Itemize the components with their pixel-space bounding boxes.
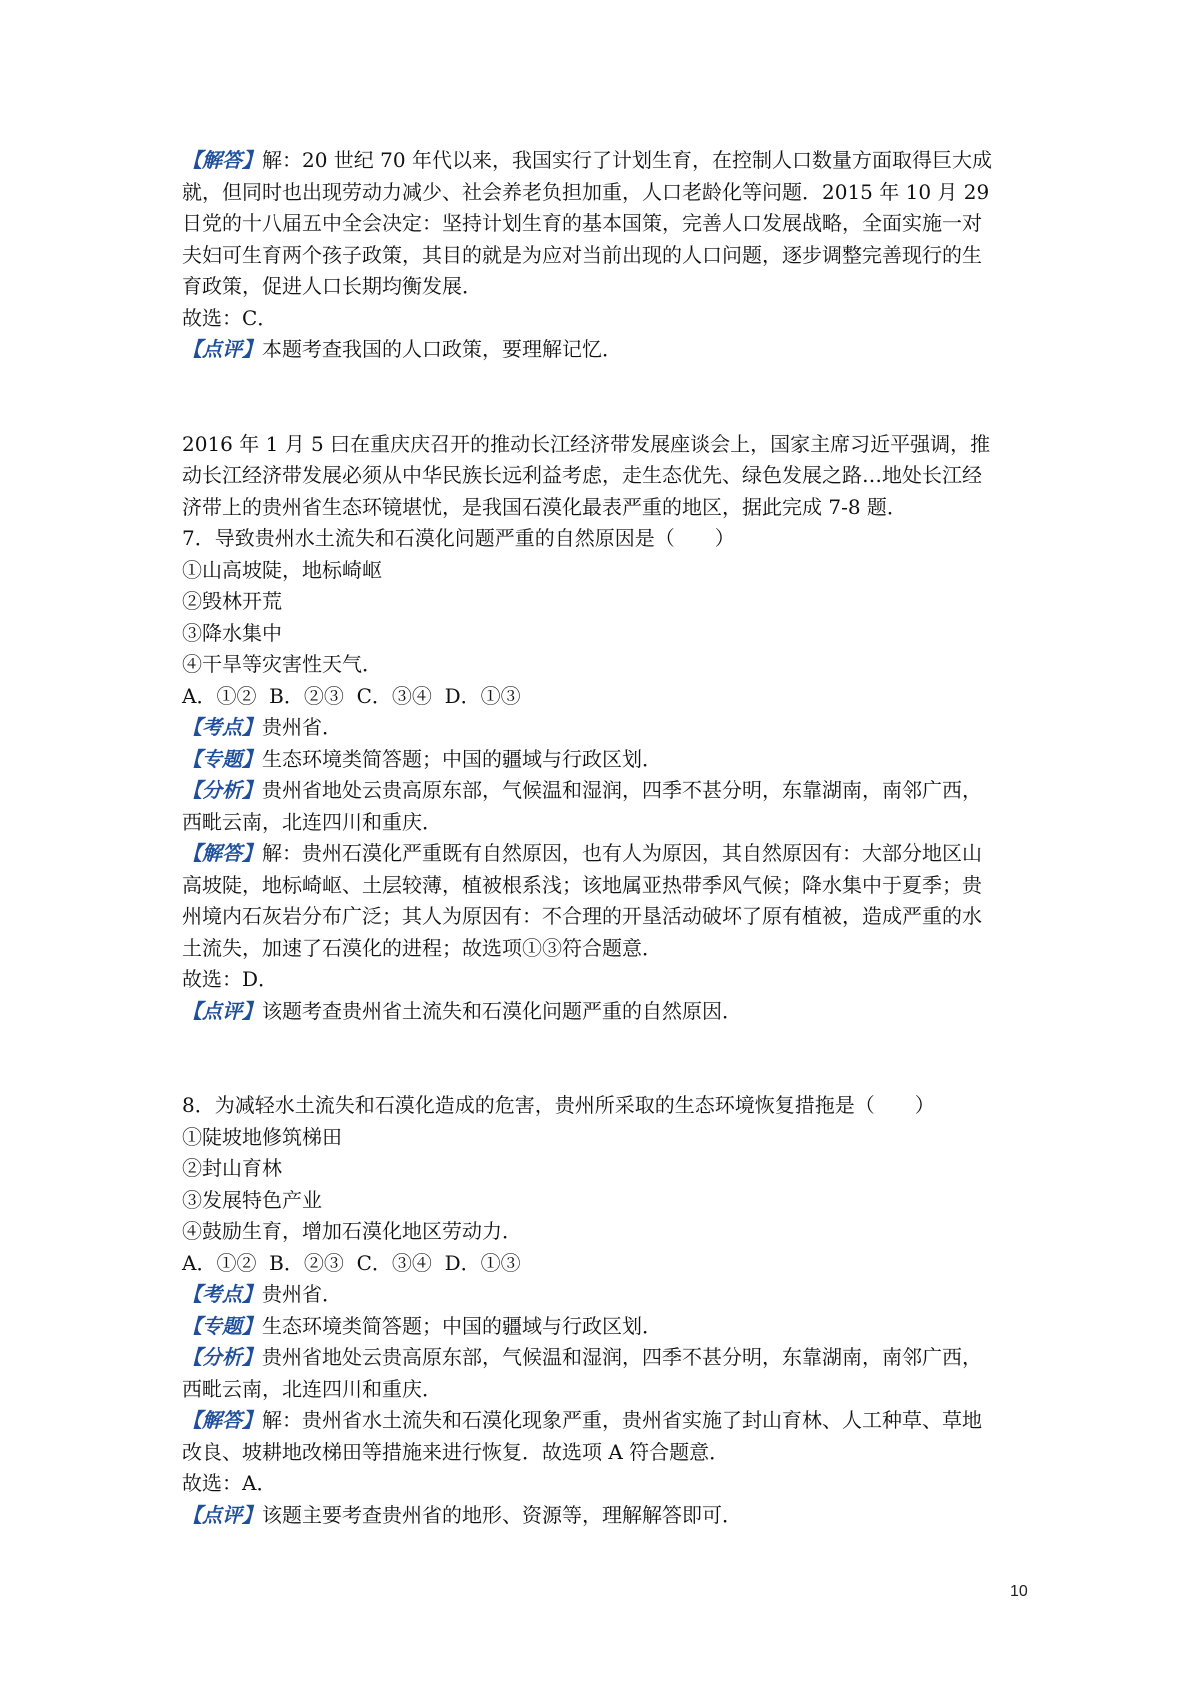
page-number: 10 bbox=[1010, 1583, 1028, 1600]
q8-options: A．①② B．②③ C．③④ D．①③ bbox=[182, 1250, 521, 1275]
kaodian-text: 贵州省． bbox=[262, 1282, 342, 1306]
q8-zhuanti bbox=[182, 1311, 1027, 1343]
q7-item: ④干旱等灾害性天气． bbox=[182, 652, 382, 676]
q7-jieda-cont: 土流失，加速了石漠化的进程；故选项①③符合题意． bbox=[182, 935, 662, 960]
answer-line: 育政策，促进人口长期均衡发展． bbox=[182, 274, 482, 298]
q8-kaodian bbox=[182, 1279, 1027, 1311]
zhuanti-text: 生态环境类简答题；中国的疆域与行政区划． bbox=[262, 1313, 662, 1338]
zhuanti-text: 生态环境类简答题；中国的疆域与行政区划． bbox=[262, 746, 662, 771]
kaodian-text: 贵州省． bbox=[262, 715, 342, 739]
answer-line: 就，但同时也出现劳动力减少、社会养老负担加重，人口老龄化等问题．2015 年 10 月 29 bbox=[182, 179, 990, 204]
intro-line: 2016 年 1 月 5 曰在重庆庆召开的推动长江经济带发展座谈会上，国家主席习近平强调，推 bbox=[182, 431, 991, 456]
q7-item: ①山高坡陡，地标崎岖 bbox=[182, 557, 382, 582]
dianping-tag: 【点评】 bbox=[182, 1502, 262, 1527]
answer-text: 解：20 世纪 70 年代以来，我国实行了计划生育，在控制人口数量方面取得巨大成 bbox=[262, 148, 992, 172]
comment-line bbox=[182, 334, 1027, 366]
choice-line: 故选：C． bbox=[182, 305, 278, 330]
q8-item: ①陡坡地修筑梯田 bbox=[182, 1124, 342, 1149]
jieda-text: 解：贵州石漠化严重既有自然原因，也有人为原因，其自然原因有：大部分地区山 bbox=[262, 841, 982, 865]
dianping-text: 该题考查贵州省土流失和石漠化问题严重的自然原因． bbox=[262, 998, 742, 1023]
answer-tag: 【解答】 bbox=[182, 148, 262, 172]
q8-jieda-cont: 改良、坡耕地改梯田等措施来进行恢复．故选项 A 符合题意． bbox=[182, 1439, 730, 1464]
answer-line bbox=[182, 145, 1027, 177]
q8-fenxi bbox=[182, 1342, 1027, 1374]
q8-item: ③发展特色产业 bbox=[182, 1187, 322, 1212]
q8-dianping bbox=[182, 1500, 1027, 1532]
q7-zhuanti bbox=[182, 744, 1027, 776]
dianping-tag: 【点评】 bbox=[182, 998, 262, 1023]
fenxi-tag: 【分析】 bbox=[182, 1345, 262, 1369]
q7-jieda bbox=[182, 838, 1027, 870]
kaodian-tag: 【考点】 bbox=[182, 1282, 262, 1306]
question-8-stem: 8．为减轻水土流失和石漠化造成的危害，贵州所采取的生态环境恢复措拖是（ ） bbox=[182, 1093, 935, 1117]
section-gap bbox=[182, 1027, 1027, 1090]
jieda-tag: 【解答】 bbox=[182, 1408, 262, 1432]
q8-jieda bbox=[182, 1405, 1027, 1437]
q7-fenxi bbox=[182, 775, 1027, 807]
comment-text: 本题考查我国的人口政策，要理解记忆． bbox=[262, 337, 622, 361]
q7-jieda-cont: 州境内石灰岩分布广泛；其人为原因有：不合理的开垦活动破坏了原有植被，造成严重的水 bbox=[182, 904, 982, 928]
q8-choice: 故选：A． bbox=[182, 1471, 277, 1495]
zhuanti-tag: 【专题】 bbox=[182, 746, 262, 771]
q7-dianping bbox=[182, 996, 1027, 1028]
comment-tag: 【点评】 bbox=[182, 337, 262, 361]
page-content bbox=[182, 145, 1027, 1531]
q7-item: ③降水集中 bbox=[182, 620, 282, 645]
q8-fenxi-cont: 西毗云南，北连四川和重庆． bbox=[182, 1376, 442, 1401]
zhuanti-tag: 【专题】 bbox=[182, 1313, 262, 1338]
q7-choice: 故选：D． bbox=[182, 967, 279, 991]
q8-item: ②封山育林 bbox=[182, 1156, 282, 1180]
intro-line: 济带上的贵州省生态环镜堪忧，是我国石漠化最表严重的地区，据此完成 7-8 题． bbox=[182, 494, 907, 519]
intro-line: 动长江经济带发展必须从中华民族长远利益考虑，走生态优先、绿色发展之路…地处长江经 bbox=[182, 463, 982, 487]
fenxi-tag: 【分析】 bbox=[182, 778, 262, 802]
answer-line: 夫妇可生育两个孩子政策，其目的就是为应对当前出现的人口问题，逐步调整完善现行的生 bbox=[182, 242, 982, 267]
q8-item: ④鼓励生育，增加石漠化地区劳动力． bbox=[182, 1219, 522, 1243]
answer-line: 日党的十八届五中全会决定：坚持计划生育的基本国策，完善人口发展战略，全面实施一对 bbox=[182, 211, 982, 235]
fenxi-text: 贵州省地处云贵高原东部，气候温和湿润，四季不甚分明，东靠湖南，南邻广西， bbox=[262, 1345, 982, 1369]
kaodian-tag: 【考点】 bbox=[182, 715, 262, 739]
q7-fenxi-cont: 西毗云南，北连四川和重庆． bbox=[182, 809, 442, 834]
q7-kaodian bbox=[182, 712, 1027, 744]
q7-item: ②毁林开荒 bbox=[182, 589, 282, 613]
q7-jieda-cont: 高坡陡，地标崎岖、土层较薄，植被根系浅；该地属亚热带季风气候；降水集中于夏季；贵 bbox=[182, 872, 982, 897]
q7-options: A．①② B．②③ C．③④ D．①③ bbox=[182, 683, 521, 708]
fenxi-text: 贵州省地处云贵高原东部，气候温和湿润，四季不甚分明，东靠湖南，南邻广西， bbox=[262, 778, 982, 802]
section-gap bbox=[182, 366, 1027, 429]
jieda-tag: 【解答】 bbox=[182, 841, 262, 865]
question-7-stem: 7．导致贵州水土流失和石漠化问题严重的自然原因是（ ） bbox=[182, 526, 735, 550]
jieda-text: 解：贵州省水土流失和石漠化现象严重，贵州省实施了封山育林、人工种草、草地 bbox=[262, 1408, 982, 1432]
dianping-text: 该题主要考查贵州省的地形、资源等，理解解答即可． bbox=[262, 1502, 742, 1527]
